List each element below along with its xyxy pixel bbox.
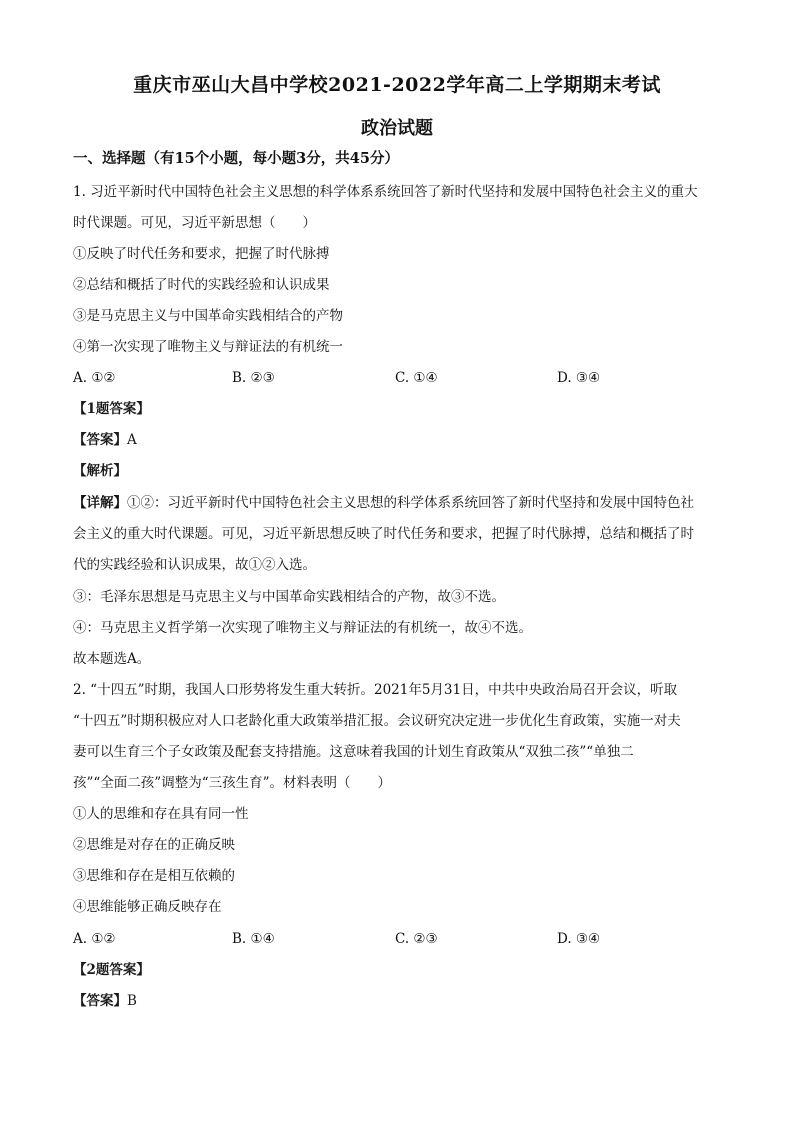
- q1-item: ②总结和概括了时代的实践经验和认识成果: [73, 277, 330, 293]
- detail-text: ①②：习近平新时代中国特色社会主义思想的科学体系系统回答了新时代坚持和发展中国特色社: [127, 495, 694, 511]
- q2-item: ①人的思维和存在具有同一性: [73, 806, 249, 822]
- q1-answer-tag: 【1题答案】: [73, 401, 150, 417]
- q2-option-d: D. ③④: [557, 931, 601, 947]
- q2-stem-line: “十四五”时期积极应对人口老龄化重大政策举措汇报。会议研究决定进一步优化生育政策，实施一对夫: [73, 713, 681, 729]
- q1-conclusion: 故本题选A。: [73, 651, 151, 667]
- q2-option-a: A. ①②: [73, 931, 116, 947]
- detail-label: 【详解】: [73, 495, 127, 511]
- q2-stem-line: 孩”“全面二孩”调整为“三孩生育”。材料表明（ ）: [73, 775, 392, 791]
- q1-stem-line: 时代课题。可见，习近平新思想（ ）: [73, 215, 316, 231]
- q2-answer: [73, 991, 137, 1011]
- q1-option-c: C. ①④: [395, 370, 438, 386]
- section-heading: 一、选择题（有15个小题，每小题3分，共45分）: [73, 150, 399, 167]
- q1-detail-line: 代的实践经验和认识成果，故①②入选。: [73, 557, 316, 573]
- q2-stem-line: 2. “十四五”时期，我国人口形势将发生重大转折。2021年5月31日，中共中央政治局召开会议，听取: [73, 682, 678, 698]
- answer-value: A: [127, 432, 137, 448]
- q2-answer-tag: 【2题答案】: [73, 962, 150, 978]
- q1-item: ④第一次实现了唯物主义与辩证法的有机统一: [73, 339, 343, 355]
- answer-value: B: [127, 993, 137, 1009]
- q2-item: ③思维和存在是相互依赖的: [73, 868, 235, 884]
- q1-option-a: A. ①②: [73, 370, 116, 386]
- q2-stem-line: 妻可以生育三个子女政策及配套支持措施。这意味着我国的计划生育政策从“双独二孩”“单独二: [73, 744, 634, 760]
- q1-detail-line: ④：马克思主义哲学第一次实现了唯物主义与辩证法的有机统一，故④不选。: [73, 620, 532, 636]
- q1-answer: [73, 430, 137, 450]
- q1-detail-line: 会主义的重大时代课题。可见，习近平新思想反映了时代任务和要求，把握了时代脉搏，总结和概括了时: [73, 526, 694, 542]
- q1-item: ①反映了时代任务和要求，把握了时代脉搏: [73, 246, 330, 262]
- q1-detail-line: ③：毛泽东思想是马克思主义与中国革命实践相结合的产物，故③不选。: [73, 589, 505, 605]
- answer-label: 【答案】: [73, 993, 127, 1009]
- q1-detail-line: [73, 493, 723, 513]
- document-title: 重庆市巫山大昌中学校2021-2022学年高二上学期期末考试: [133, 74, 661, 96]
- q1-analysis-tag: 【解析】: [73, 463, 127, 479]
- document-subtitle: 政治试题: [361, 118, 433, 139]
- q1-option-b: B. ②③: [232, 370, 275, 386]
- q1-item: ③是马克思主义与中国革命实践相结合的产物: [73, 308, 343, 324]
- q2-option-b: B. ①④: [232, 931, 275, 947]
- q1-stem-line: 1. 习近平新时代中国特色社会主义思想的科学体系系统回答了新时代坚持和发展中国特色社会主义的重大: [73, 184, 698, 200]
- answer-label: 【答案】: [73, 432, 127, 448]
- q2-item: ④思维能够正确反映存在: [73, 899, 222, 915]
- q2-option-c: C. ②③: [395, 931, 438, 947]
- q1-option-d: D. ③④: [557, 370, 601, 386]
- q2-item: ②思维是对存在的正确反映: [73, 837, 235, 853]
